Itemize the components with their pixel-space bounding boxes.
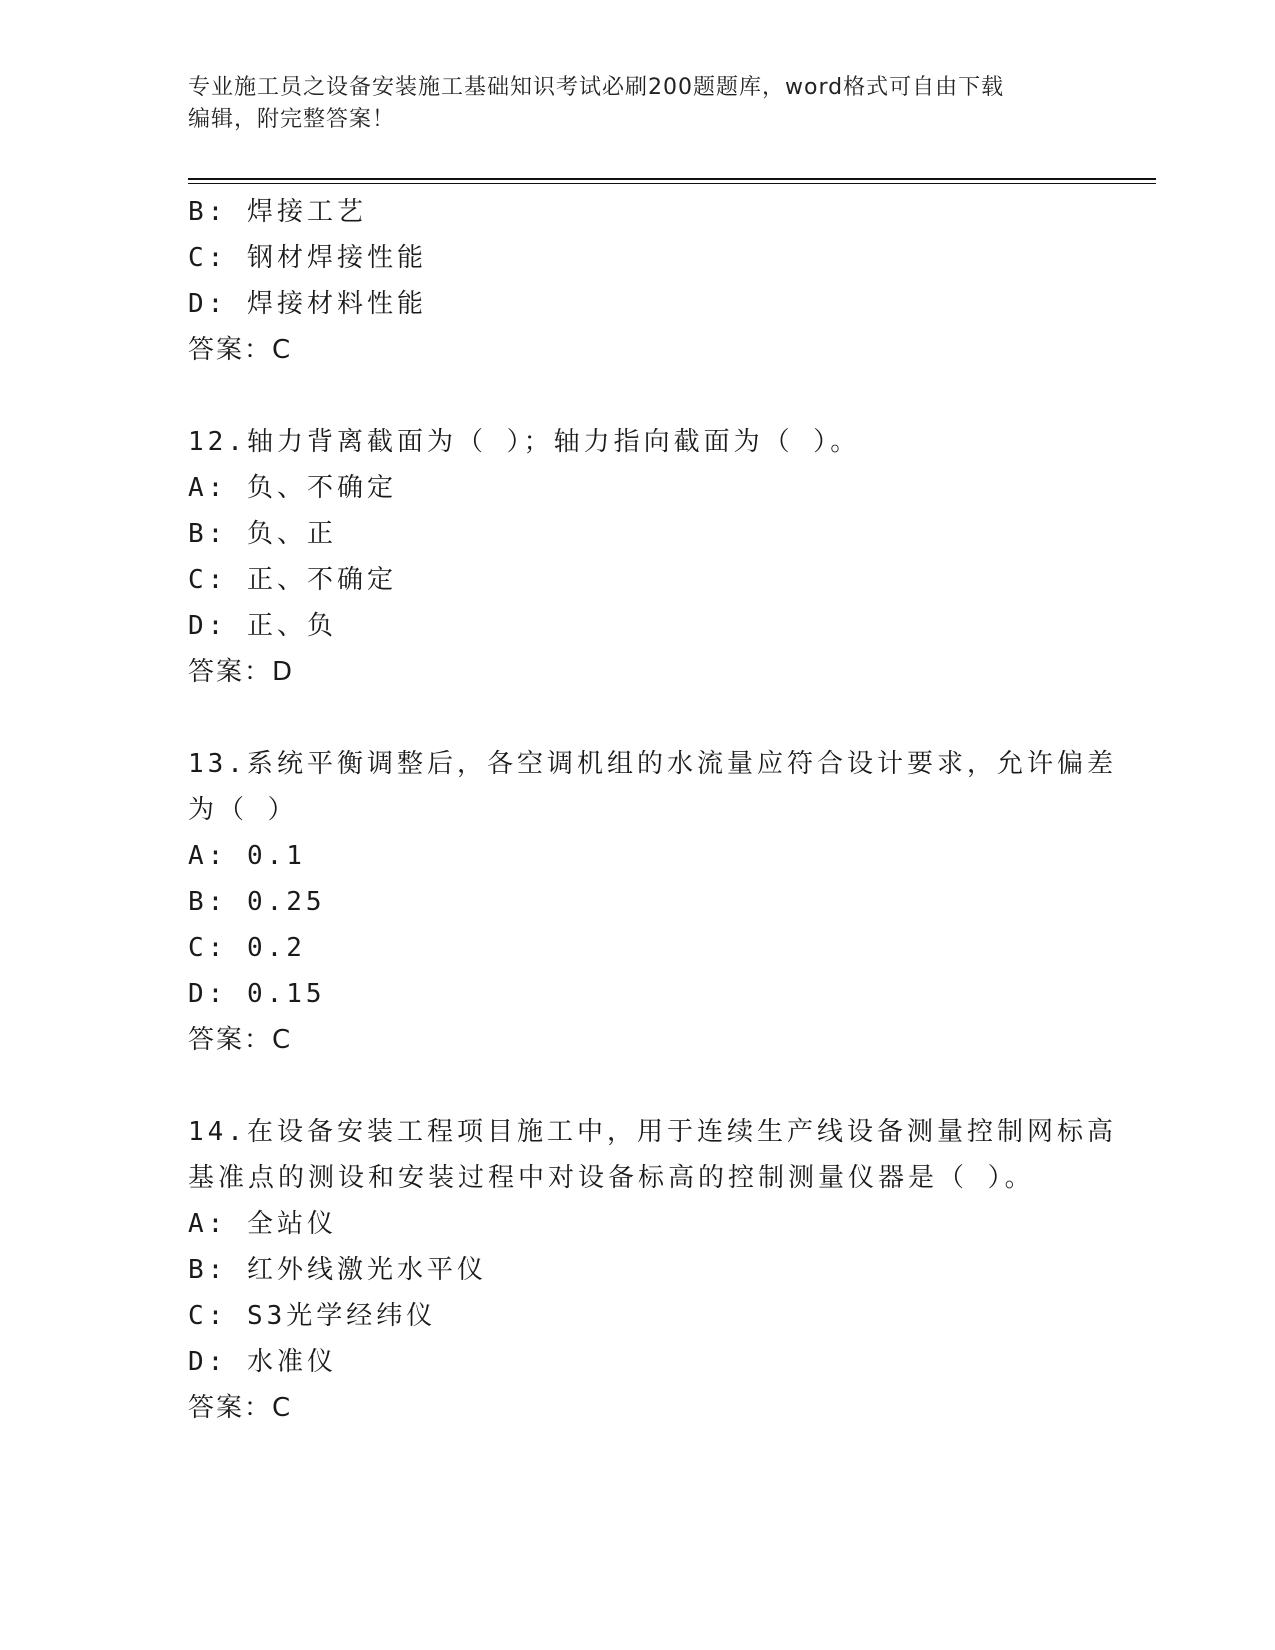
header-title-line-1: 专业施工员之设备安装施工基础知识考试必刷200题题库，word格式可自由下载 [188, 75, 1005, 100]
question-stem-line-1: 14.在设备安装工程项目施工中，用于连续生产线设备测量控制网标高 [188, 1117, 1117, 1147]
option-a: A: 全站仪 [188, 1209, 337, 1239]
option-c: C: 钢材焊接性能 [188, 243, 427, 273]
answer-line: 答案：C [188, 1025, 293, 1055]
option-c: C: 正、不确定 [188, 565, 397, 595]
question-14 [188, 1109, 1117, 1431]
header-divider-thick [188, 178, 1156, 180]
answer-line: 答案：C [188, 335, 293, 365]
option-d: D: 0.15 [188, 979, 326, 1009]
option-c: C: 0.2 [188, 933, 306, 963]
spacer [188, 1063, 1088, 1109]
spacer [188, 373, 1088, 419]
option-d: D: 焊接材料性能 [188, 289, 427, 319]
question-stem: 12.轴力背离截面为（ ）；轴力指向截面为（ ）。 [188, 427, 861, 457]
option-d: D: 水准仪 [188, 1347, 337, 1377]
option-b: B: 焊接工艺 [188, 197, 367, 227]
spacer [188, 695, 1088, 741]
option-b: B: 红外线激光水平仪 [188, 1255, 487, 1285]
question-stem-line-1: 13.系统平衡调整后，各空调机组的水流量应符合设计要求，允许偏差 [188, 749, 1117, 779]
option-b: B: 0.25 [188, 887, 326, 917]
question-stem-line-2: 为（ ） [188, 795, 298, 825]
option-a: A: 负、不确定 [188, 473, 397, 503]
question-13 [188, 741, 1117, 1063]
question-12 [188, 419, 1088, 695]
option-c: C: S3光学经纬仪 [188, 1301, 437, 1331]
answer-line: 答案：D [188, 657, 295, 687]
option-d: D: 正、负 [188, 611, 337, 641]
question-list [188, 189, 1117, 1431]
header-title-line-2: 编辑，附完整答案！ [188, 107, 396, 132]
document-header [188, 72, 1068, 136]
option-a: A: 0.1 [188, 841, 306, 871]
question-stem-line-2: 基准点的测设和安装过程中对设备标高的控制测量仪器是（ ）。 [188, 1163, 1035, 1193]
answer-line: 答案：C [188, 1393, 293, 1423]
header-divider-thin [188, 183, 1156, 184]
option-b: B: 负、正 [188, 519, 337, 549]
question-11 [188, 189, 1088, 373]
